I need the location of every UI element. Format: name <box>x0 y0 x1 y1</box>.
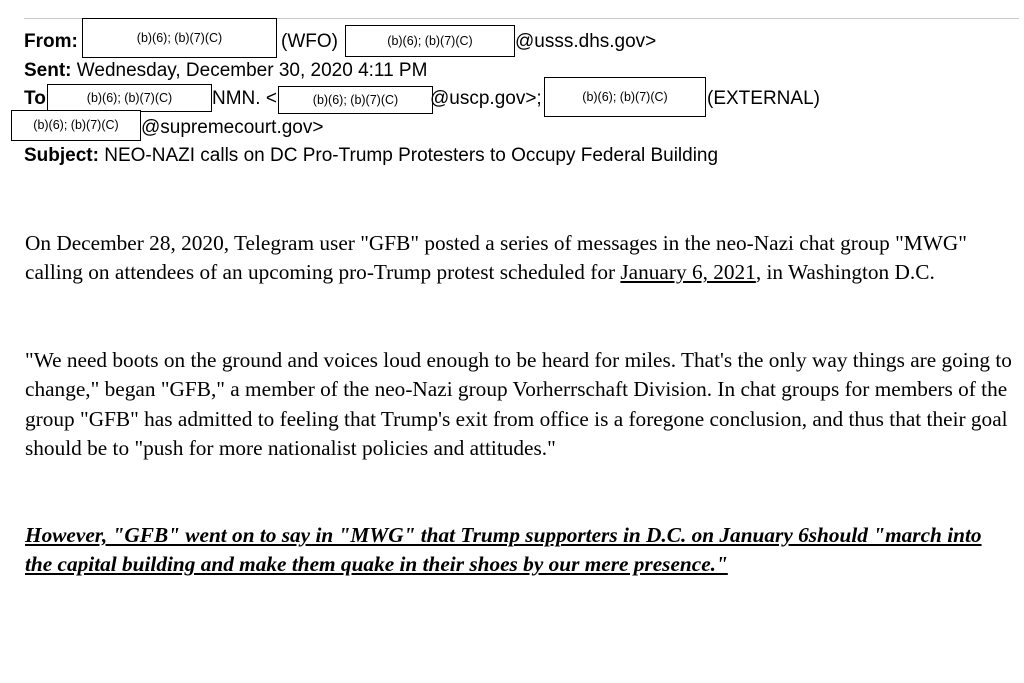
to-nmn: NMN. < <box>212 88 277 109</box>
redaction-box: (b)(6); (b)(7)(C) <box>47 84 212 112</box>
to-domain-supremecourt: @supremecourt.gov> <box>141 117 324 138</box>
body-paragraph-1 <box>25 229 1015 288</box>
redaction-box: (b)(6); (b)(7)(C) <box>82 18 277 58</box>
redaction-box: (b)(6); (b)(7)(C) <box>278 86 433 114</box>
body-paragraph-2: "We need boots on the ground and voices loud enough to be heard for miles. That's the only way things are going to change," began "GFB," a member of the neo-Nazi group Vorherrschaft Division. In chat groups for members of the group "GFB" has admitted to feeling that Trump's exit from office is a foregone conclusion, and thus that their goal should be to "push for more nationalist policies and attitudes." <box>25 348 1012 460</box>
sent-value: Wednesday, December 30, 2020 4:11 PM <box>76 60 428 81</box>
from-line <box>24 31 78 53</box>
paragraph-1-end: , in Washington D.C. <box>755 260 935 285</box>
from-label: From: <box>24 31 78 52</box>
sent-label: Sent: <box>24 60 72 81</box>
subject-label: Subject: <box>24 145 99 166</box>
to-external: (EXTERNAL) <box>707 88 820 109</box>
redaction-box: (b)(6); (b)(7)(C) <box>345 25 515 57</box>
from-org: (WFO) <box>281 31 338 52</box>
redaction-box: (b)(6); (b)(7)(C) <box>11 110 141 141</box>
from-domain: @usss.dhs.gov> <box>515 31 657 52</box>
redaction-box: (b)(6); (b)(7)(C) <box>544 77 706 117</box>
to-label: To <box>24 88 46 109</box>
subject-line <box>24 145 718 167</box>
paragraph-1-text: On December 28, 2020, Telegram user "GFB" posted a series of messages in the neo-Nazi chat group "MWG" calling on attendees of an upcoming pro-Trump protest scheduled for <box>25 231 967 285</box>
sent-line <box>24 60 427 82</box>
to-line <box>24 88 46 110</box>
to-domain-uscp: @uscp.gov>; <box>430 88 542 109</box>
subject-value: NEO-NAZI calls on DC Pro-Trump Protesters to Occupy Federal Building <box>104 145 719 166</box>
body-paragraph-3-emphasis: However, "GFB" went on to say in "MWG" that Trump supporters in D.C. on January 6should "march into the capital building and make them quake in their shoes by our mere presence." <box>25 523 982 577</box>
date-link[interactable]: January 6, 2021 <box>620 260 756 285</box>
